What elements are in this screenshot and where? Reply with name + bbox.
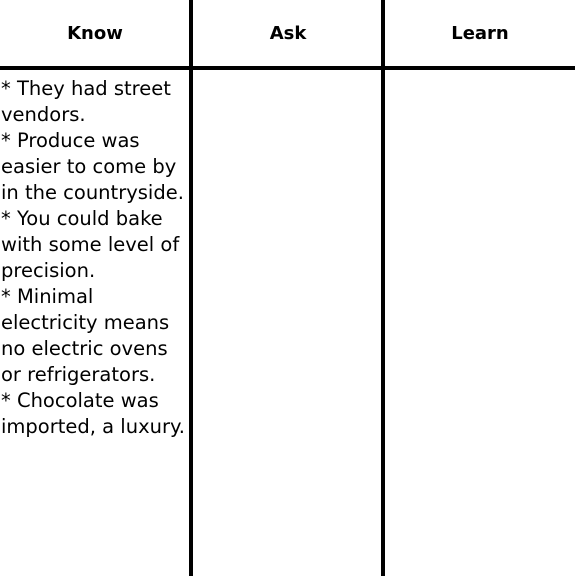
- know-item: * Minimal electricity means no electric ovens or refrigerators.: [1, 285, 170, 386]
- know-item: * They had street vendors.: [1, 77, 171, 126]
- header-divider: [0, 66, 575, 70]
- header-learn: Learn: [451, 23, 509, 44]
- know-item: * Chocolate was imported, a luxury.: [1, 389, 185, 438]
- header-know: Know: [67, 23, 123, 44]
- know-item: * You could bake with some level of precision.: [1, 207, 180, 282]
- know-cell: [1, 76, 187, 440]
- know-item: * Produce was easier to come by in the countryside.: [1, 129, 184, 204]
- header-ask: Ask: [269, 23, 307, 44]
- column-divider-ask-learn: [381, 0, 385, 576]
- column-divider-know-ask: [189, 0, 193, 576]
